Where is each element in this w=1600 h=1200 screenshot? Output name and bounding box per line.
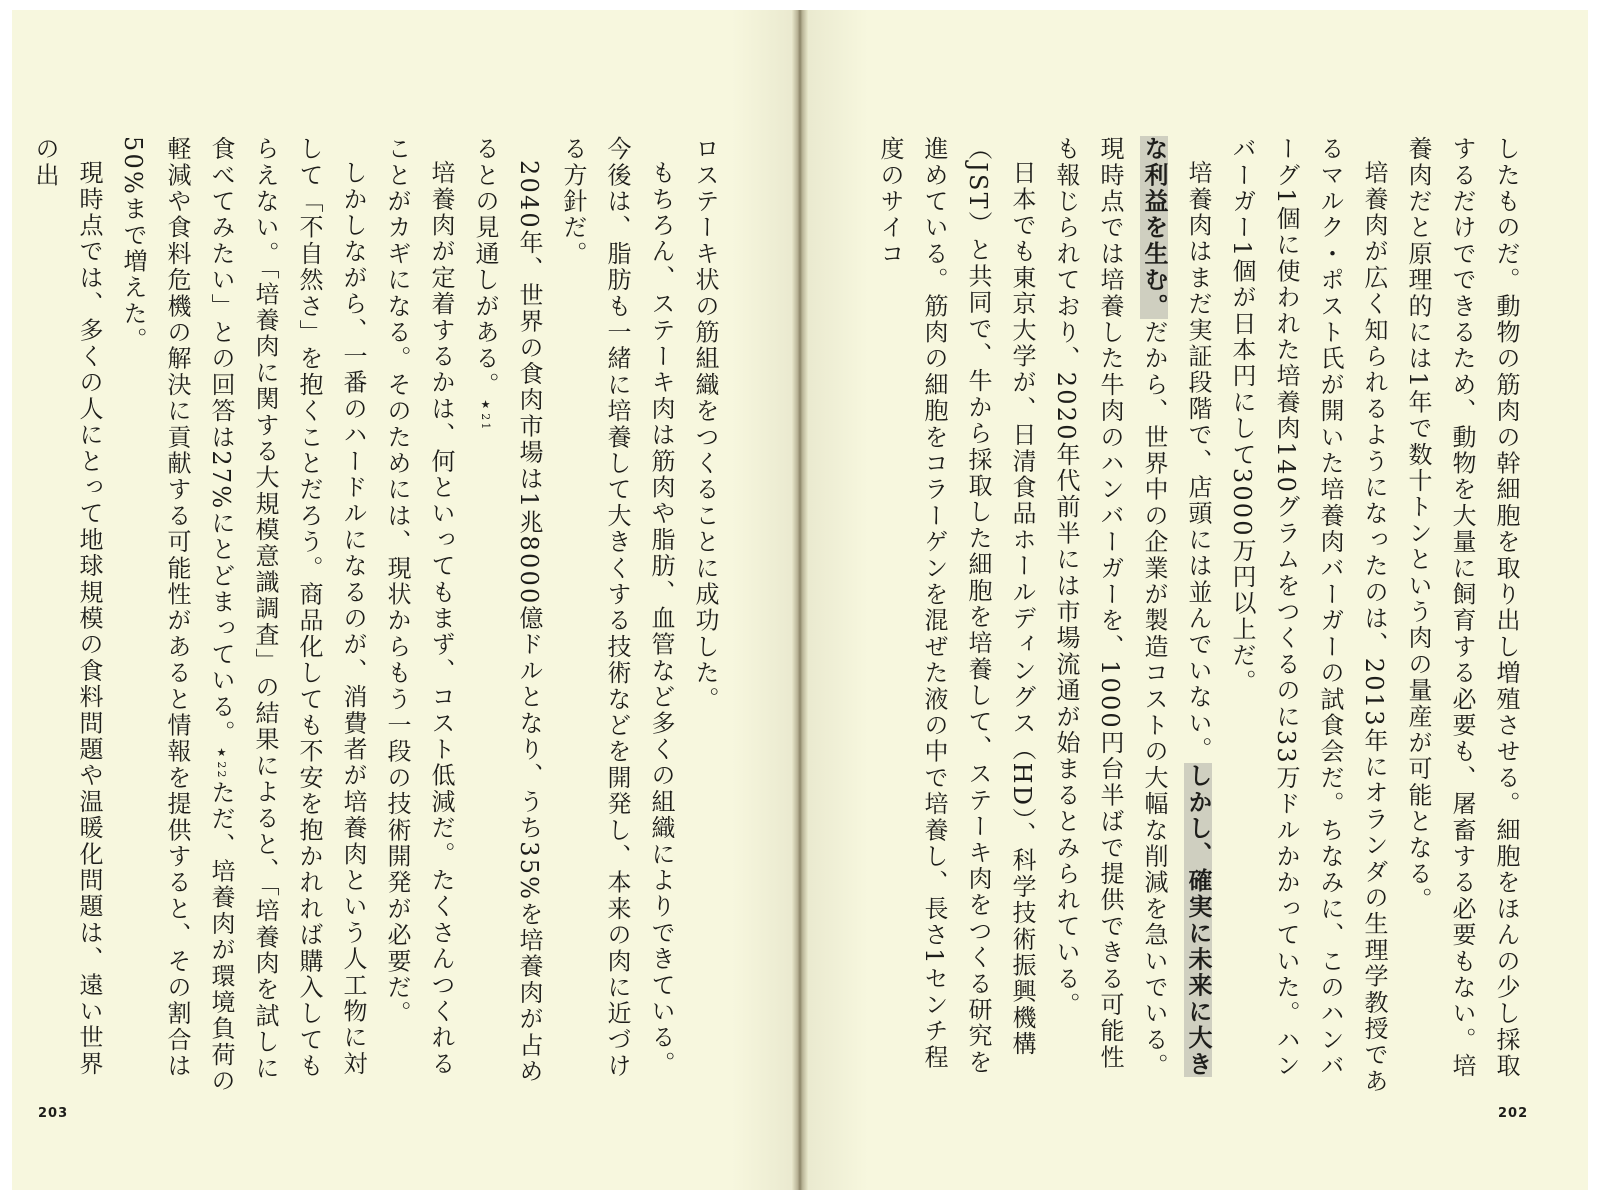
page-number: 203: [38, 1106, 69, 1121]
paragraph-text-continued: ただ、培養肉が環境負荷の軽減や食料危機の解決に貢献する可能性があると情報を提供すると、その割合は50%まで増えた。: [119, 136, 235, 1095]
paragraph-text: 2040年、世界の食肉市場は1兆8000億ドルとなり、うち35%を培養肉が占めるとの見通しがある。: [471, 136, 543, 1085]
body-text-203: [31, 136, 727, 1096]
gutter-shadow-left: [732, 10, 792, 1190]
paragraph: 培養肉が広く知られるようになったのは、2013年にオランダの生理学教授であるマルク・ポスト氏が開いた培養肉バーガーの試食会だ。ちなみに、このハンバーグ1個に使われた培養肉140グラムをつくるのに33万ドルかかっていた。ハンバーガー1個が日本円にして3000万円以上だ。: [1228, 136, 1388, 1095]
book-gutter: [792, 10, 808, 1190]
page-202: [808, 10, 1588, 1190]
paragraph: [1044, 136, 1220, 1096]
paragraph: 培養肉が定着するかは、何といってもまず、コスト低減だ。たくさんつくれることがカギになる。そのためには、現状からもう一段の技術開発が必要だ。: [383, 136, 455, 1077]
body-text-202: [876, 136, 1528, 1096]
highlighted-text: しかし、確実に未来に大きな利益を生む。: [1140, 136, 1212, 1078]
page-number: 202: [1498, 1106, 1529, 1121]
paragraph: したものだ。動物の筋肉の幹細胞を取り出し増殖させる。細胞をほんの少し採取するだけでできるため、動物を大量に飼育する必要も、屠畜する必要もない。培養肉だと原理的には1年で数十トンという肉の量産が可能となる。: [1404, 136, 1520, 1080]
paragraph-text: しかしながら、一番のハードルになるのが、消費者が培養肉という人工物に対して「不自然さ」を抱くことだろう。商品化しても不安を抱かれれば購入してもらえない。「培養肉に関する大規模意識調査」の結果によると、「培養肉を試しに食べてみたい」との回答は27%にとどまっている。: [207, 136, 367, 1082]
paragraph: 日本でも東京大学が、日清食品ホールディングス（HD）、科学技術振興機構（JST）と共同で、牛から採取した細胞を培養して、ステーキ肉をつくる研究を進めている。筋肉の細胞をコラーゲンを混ぜた液の中で培養し、長さ1センチ程度のサイコ: [876, 136, 1036, 1076]
page-203: [12, 10, 792, 1190]
paragraph-text: 培養肉はまだ実証段階で、店頭には並んでいない。: [1184, 160, 1212, 763]
paragraph-text-continued: だから、世界中の企業が製造コストの大幅な削減を急いでいる。現時点では培養した牛肉のハンバーガーを、1000円台半ばで提供できる可能性も報じられており、2020年代前半には市場流通が始まるとみられている。: [1052, 136, 1168, 1080]
paragraph: もちろん、ステーキ肉は筋肉や脂肪、血管など多くの組織によりできている。今後は、脂肪も一緒に培養して大きくする技術などを開発し、本来の肉に近づける方針だ。: [559, 136, 675, 1080]
paragraph: [463, 136, 551, 1096]
paragraph: 現時点では、多くの人にとって地球規模の食料問題や温暖化問題は、遠い世界の出: [31, 136, 103, 1077]
book-spread: [12, 10, 1588, 1190]
paragraph: ロステーキ状の筋組織をつくることに成功した。: [691, 136, 719, 713]
paragraph: [111, 136, 375, 1096]
footnote-marker: ★21: [479, 398, 492, 432]
footnote-marker: ★22: [215, 746, 228, 780]
